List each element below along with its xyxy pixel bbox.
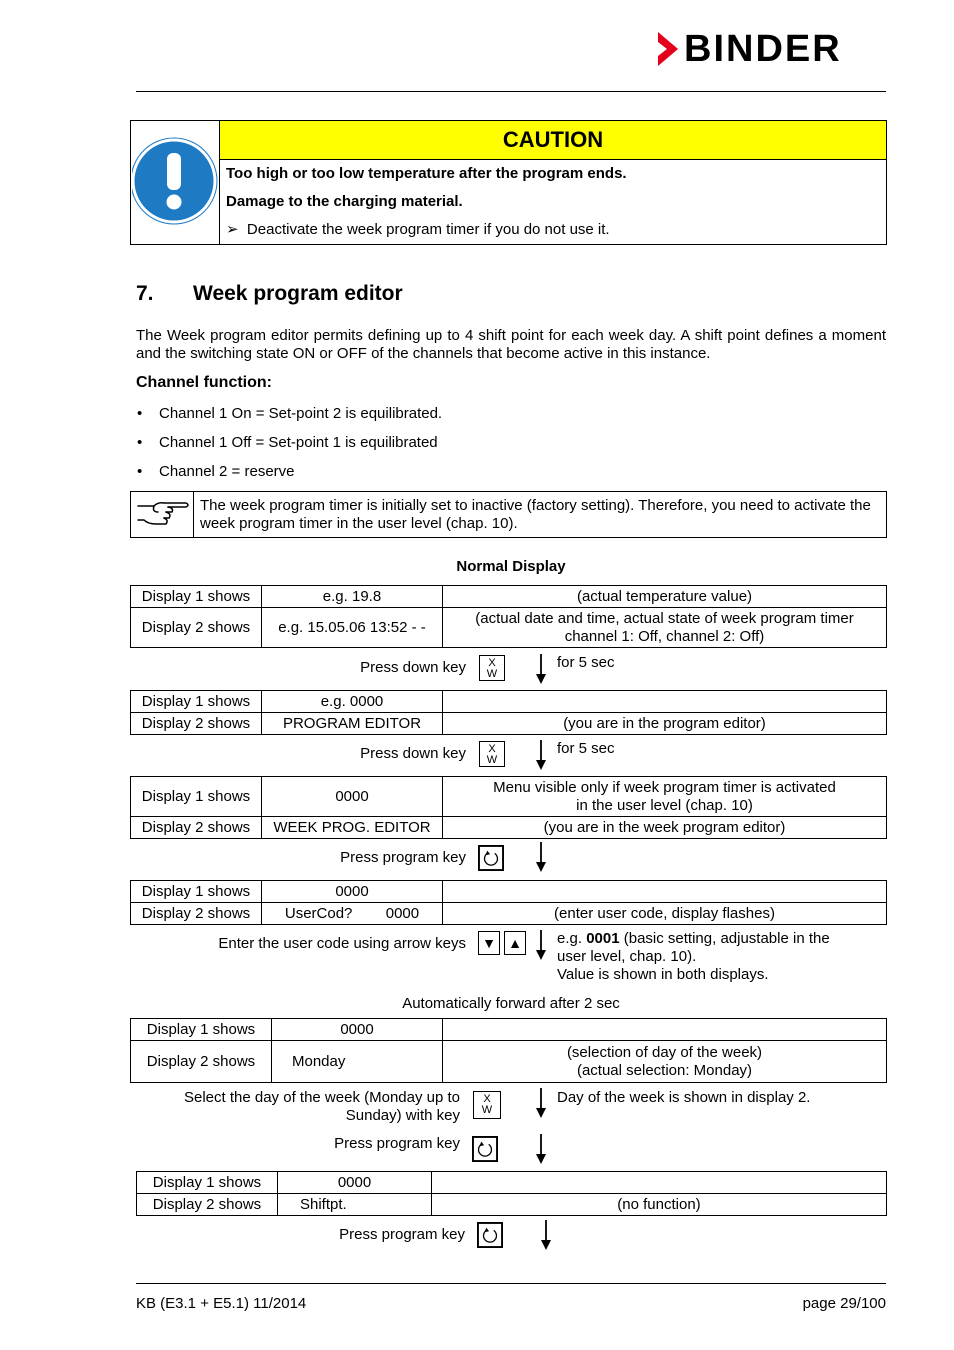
key-w: W <box>481 1104 493 1116</box>
cell-value: UserCod? 0000 <box>262 903 443 925</box>
down-key-icon[interactable] <box>479 655 505 681</box>
step-press-program-key: Press program key <box>339 1226 465 1243</box>
default-code: 0001 <box>586 930 620 947</box>
step-note: for 5 sec <box>557 654 615 671</box>
footer-rule <box>136 1283 886 1284</box>
note-text: Value is shown in both displays. <box>557 966 769 983</box>
cell-value: 0000 <box>272 1019 443 1041</box>
cell-value: e.g. 19.8 <box>262 586 443 608</box>
cell-label: Display 2 shows <box>137 1194 278 1216</box>
cell-desc <box>443 1019 887 1041</box>
caution-title: CAUTION <box>220 121 887 160</box>
key-x: X <box>488 743 496 755</box>
desc-line: (actual date and time, actual state of week program timer <box>475 609 854 627</box>
cell-desc <box>443 1041 887 1083</box>
footer-doc-id: KB (E3.1 + E5.1) 11/2014 <box>136 1295 307 1312</box>
caution-icon-cell <box>131 121 220 245</box>
note-text: (basic setting, adjustable in the <box>619 930 830 947</box>
down-arrow-icon <box>535 654 547 684</box>
display-table-normal <box>130 585 887 648</box>
caution-line-2: Damage to the charging material. <box>220 188 887 216</box>
cell-desc: (enter user code, display flashes) <box>443 903 887 925</box>
note-text: user level, chap. 10). <box>557 948 697 965</box>
cell-desc <box>443 691 887 713</box>
cell-desc: (no function) <box>432 1194 887 1216</box>
display-table-program-editor <box>130 690 887 735</box>
cell-value: e.g. 15.05.06 13:52 - - <box>262 608 443 648</box>
program-key-icon[interactable] <box>478 845 504 871</box>
key-x: X <box>483 1093 491 1105</box>
caution-line-1: Too high or too low temperature after the program ends. <box>220 160 887 189</box>
logo-arrow-icon <box>656 32 680 66</box>
step-text: Sunday) with key <box>345 1107 460 1124</box>
cell-value: PROGRAM EDITOR <box>262 713 443 735</box>
list-item: • Channel 1 On = Set-point 2 is equilibrated. <box>137 405 442 434</box>
display-table-day-select <box>130 1018 887 1083</box>
down-arrow-icon <box>540 1220 552 1250</box>
section-title: Week program editor <box>193 282 403 305</box>
step-press-down-key: Press down key <box>360 745 466 762</box>
key-w: W <box>486 668 498 680</box>
cell-value: WEEK PROG. EDITOR <box>262 817 443 839</box>
cell-desc <box>432 1172 887 1194</box>
step-text: Select the day of the week (Monday up to <box>184 1089 460 1106</box>
down-arrow-icon <box>535 740 547 770</box>
down-arrow-icon <box>535 1088 547 1118</box>
down-key-icon[interactable] <box>479 741 505 767</box>
channel-function-heading: Channel function: <box>136 374 272 391</box>
cell-label: Display 1 shows <box>131 691 262 713</box>
cell-label: Display 1 shows <box>131 881 262 903</box>
step-enter-user-code: Enter the user code using arrow keys <box>218 935 466 952</box>
auto-forward-note: Automatically forward after 2 sec <box>402 995 620 1012</box>
display-table-user-code <box>130 880 887 925</box>
note-icon-cell <box>131 492 194 538</box>
cell-value: 0000 <box>262 881 443 903</box>
list-item: • Channel 2 = reserve <box>137 463 442 492</box>
cell-label: Display 2 shows <box>131 608 262 648</box>
step-press-down-key: Press down key <box>360 659 466 676</box>
step-press-program-key: Press program key <box>340 849 466 866</box>
desc-line: (selection of day of the week) <box>566 1043 763 1061</box>
display-table-shiftpoint <box>136 1171 887 1216</box>
arrow-bullet-icon: ➢ <box>226 221 239 238</box>
cell-label: Display 2 shows <box>131 903 262 925</box>
header-rule <box>136 91 886 92</box>
caution-box <box>130 120 887 245</box>
desc-line: (actual selection: Monday) <box>576 1061 753 1079</box>
key-x: X <box>488 657 496 669</box>
cell-desc <box>443 881 887 903</box>
cell-label: Display 1 shows <box>131 586 262 608</box>
step-press-program-key: Press program key <box>334 1135 460 1152</box>
cell-desc <box>443 777 887 817</box>
note-box <box>130 491 887 538</box>
step-user-code-note <box>557 930 887 984</box>
cell-label: Display 1 shows <box>131 1019 272 1041</box>
cell-value: 0000 <box>262 777 443 817</box>
cell-desc <box>443 608 887 648</box>
step-note: for 5 sec <box>557 740 615 757</box>
list-item: • Channel 1 Off = Set-point 1 is equilibrated <box>137 434 442 463</box>
down-arrow-icon <box>535 842 547 872</box>
down-arrow-icon <box>535 930 547 960</box>
cell-desc: (you are in the week program editor) <box>443 817 887 839</box>
channel-bullet-list <box>137 405 442 492</box>
cell-label: Display 1 shows <box>131 777 262 817</box>
cell-label: Display 1 shows <box>137 1172 278 1194</box>
down-key-icon[interactable] <box>473 1091 501 1119</box>
section-intro: The Week program editor permits defining up to 4 shift point for each week day. A shift point defines a moment and the switching state ON or OFF of the channels that become active in this instance. <box>136 327 886 362</box>
desc-line: Menu visible only if week program timer is activated <box>493 778 836 796</box>
key-w: W <box>486 754 498 766</box>
arrow-down-key-icon[interactable]: ▼ <box>478 931 500 955</box>
cell-label: Display 2 shows <box>131 713 262 735</box>
program-key-icon[interactable] <box>477 1222 503 1248</box>
note-text: e.g. <box>557 930 587 947</box>
cell-desc: (you are in the program editor) <box>443 713 887 735</box>
pointing-hand-icon <box>132 492 192 532</box>
cell-desc: (actual temperature value) <box>443 586 887 608</box>
binder-logo <box>656 30 888 68</box>
normal-display-title: Normal Display <box>456 558 566 575</box>
down-arrow-icon <box>535 1134 547 1164</box>
caution-line-3-text: Deactivate the week program timer if you do not use it. <box>246 221 610 238</box>
cell-label: Display 2 shows <box>131 817 262 839</box>
step-note: Day of the week is shown in display 2. <box>557 1089 811 1106</box>
arrow-up-key-icon[interactable]: ▲ <box>504 931 526 955</box>
cell-value: Monday <box>272 1041 443 1083</box>
cell-value: Shiftpt. <box>278 1194 432 1216</box>
display-table-week-prog-editor <box>130 776 887 839</box>
desc-line: channel 1: Off, channel 2: Off) <box>564 627 765 645</box>
section-number: 7. <box>136 282 154 305</box>
exclamation-icon <box>132 135 218 225</box>
desc-line: in the user level (chap. 10) <box>576 796 753 814</box>
cell-value: 0000 <box>278 1172 432 1194</box>
step-select-day <box>184 1089 460 1125</box>
brand-name: BINDER <box>684 28 842 70</box>
program-key-icon[interactable] <box>472 1136 498 1162</box>
caution-line-3 <box>220 216 887 245</box>
note-text: The week program timer is initially set to inactive (factory setting). Therefore, you need to activate the week program timer in the user level (chap. 10). <box>194 492 887 538</box>
footer-page-number: page 29/100 <box>802 1295 886 1312</box>
cell-value: e.g. 0000 <box>262 691 443 713</box>
cell-label: Display 2 shows <box>131 1041 272 1083</box>
